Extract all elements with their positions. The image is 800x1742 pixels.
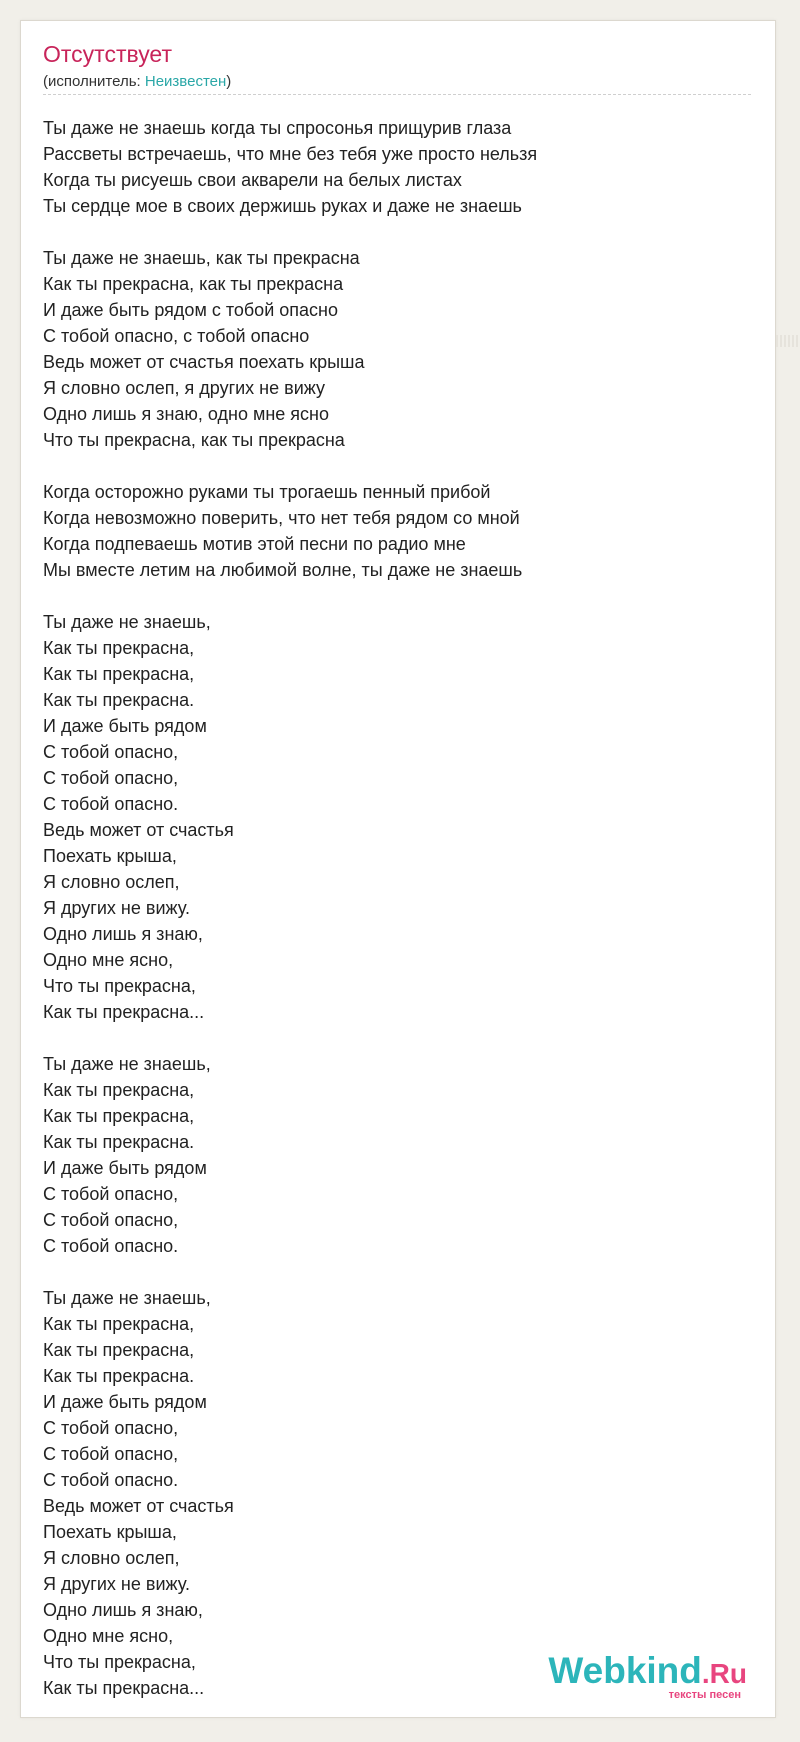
lyrics-stanza <box>43 609 743 1025</box>
lyrics-stanza <box>43 115 743 219</box>
lyric-line: Как ты прекрасна. <box>43 1132 195 1152</box>
logo-wordmark <box>548 1652 747 1689</box>
lyric-line: Рассветы встречаешь, что мне без тебя уже просто нельзя <box>43 144 538 164</box>
lyric-line: Мы вместе летим на любимой волне, ты даже не знаешь <box>43 560 523 580</box>
lyric-line: Как ты прекрасна, как ты прекрасна <box>43 274 344 294</box>
lyric-line: Как ты прекрасна, <box>43 664 195 684</box>
lyrics-stanza <box>43 479 743 583</box>
artist-suffix: ) <box>226 73 232 90</box>
lyric-line: Что ты прекрасна, <box>43 976 196 996</box>
lyric-line: С тобой опасно, с тобой опасно <box>43 326 310 346</box>
lyric-line: Ты сердце мое в своих держишь руках и даже не знаешь <box>43 196 522 216</box>
logo-brand: Webkind <box>548 1650 702 1691</box>
lyric-line: Как ты прекрасна. <box>43 690 195 710</box>
lyric-line: Ты даже не знаешь когда ты спросонья прищурив глаза <box>43 118 512 138</box>
lyric-line: Как ты прекрасна. <box>43 1366 195 1386</box>
lyric-line: И даже быть рядом <box>43 1392 207 1412</box>
logo-tld: .Ru <box>701 1658 747 1689</box>
lyric-line: Что ты прекрасна, <box>43 1652 196 1672</box>
lyric-line: Поехать крыша, <box>43 1522 177 1542</box>
lyric-line: С тобой опасно. <box>43 794 179 814</box>
lyric-line: Как ты прекрасна, <box>43 1080 195 1100</box>
lyric-line: С тобой опасно, <box>43 1184 179 1204</box>
lyric-line: Я словно ослеп, <box>43 872 180 892</box>
lyric-line: Когда осторожно руками ты трогаешь пенный прибой <box>43 482 491 502</box>
lyric-line: Поехать крыша, <box>43 846 177 866</box>
logo-tagline: тексты песен <box>668 1689 741 1701</box>
lyric-line: С тобой опасно, <box>43 1210 179 1230</box>
artist-line <box>43 74 231 89</box>
lyric-line: Одно лишь я знаю, одно мне ясно <box>43 404 329 424</box>
lyric-line: Как ты прекрасна... <box>43 1002 205 1022</box>
lyric-line: Ты даже не знаешь, <box>43 612 211 632</box>
lyric-line: Ты даже не знаешь, <box>43 1054 211 1074</box>
lyric-line: Когда подпеваешь мотив этой песни по радио мне <box>43 534 466 554</box>
lyric-line: Я других не вижу. <box>43 898 190 918</box>
lyric-line: Как ты прекрасна... <box>43 1678 205 1698</box>
lyric-line: С тобой опасно. <box>43 1470 179 1490</box>
lyric-line: Одно лишь я знаю, <box>43 924 203 944</box>
header-divider <box>43 94 751 95</box>
lyric-line: Одно мне ясно, <box>43 1626 174 1646</box>
lyric-line: Ты даже не знаешь, как ты прекрасна <box>43 248 360 268</box>
lyrics-card <box>20 20 776 1718</box>
lyric-line: Одно мне ясно, <box>43 950 174 970</box>
lyric-line: Я других не вижу. <box>43 1574 190 1594</box>
lyric-line: Одно лишь я знаю, <box>43 1600 203 1620</box>
lyric-line: С тобой опасно. <box>43 1236 179 1256</box>
lyric-line: Когда невозможно поверить, что нет тебя рядом со мной <box>43 508 520 528</box>
lyric-line: Что ты прекрасна, как ты прекрасна <box>43 430 345 450</box>
site-logo[interactable] <box>548 1652 747 1701</box>
lyrics-stanza <box>43 1285 743 1701</box>
lyric-line: Я словно ослеп, <box>43 1548 180 1568</box>
page-edge-decoration <box>776 335 800 347</box>
lyric-line: С тобой опасно, <box>43 742 179 762</box>
lyrics-body <box>43 115 743 1727</box>
lyric-line: Как ты прекрасна, <box>43 1340 195 1360</box>
song-title: Отсутствует <box>43 41 172 67</box>
artist-prefix: (исполнитель: <box>43 73 145 90</box>
lyrics-stanza <box>43 245 743 453</box>
lyric-line: Ведь может от счастья поехать крыша <box>43 352 365 372</box>
lyric-line: Ведь может от счастья <box>43 1496 234 1516</box>
lyric-line: Как ты прекрасна, <box>43 1106 195 1126</box>
lyric-line: С тобой опасно, <box>43 1444 179 1464</box>
lyric-line: Когда ты рисуешь свои акварели на белых листах <box>43 170 462 190</box>
lyric-line: Ведь может от счастья <box>43 820 234 840</box>
lyrics-stanza <box>43 1051 743 1259</box>
lyric-line: И даже быть рядом <box>43 1158 207 1178</box>
lyric-line: Я словно ослеп, я других не вижу <box>43 378 325 398</box>
lyric-line: Как ты прекрасна, <box>43 638 195 658</box>
artist-link[interactable]: Неизвестен <box>144 73 227 90</box>
lyric-line: С тобой опасно, <box>43 1418 179 1438</box>
lyric-line: Как ты прекрасна, <box>43 1314 195 1334</box>
lyric-line: С тобой опасно, <box>43 768 179 788</box>
lyric-line: И даже быть рядом с тобой опасно <box>43 300 338 320</box>
lyric-line: Ты даже не знаешь, <box>43 1288 211 1308</box>
lyric-line: И даже быть рядом <box>43 716 207 736</box>
